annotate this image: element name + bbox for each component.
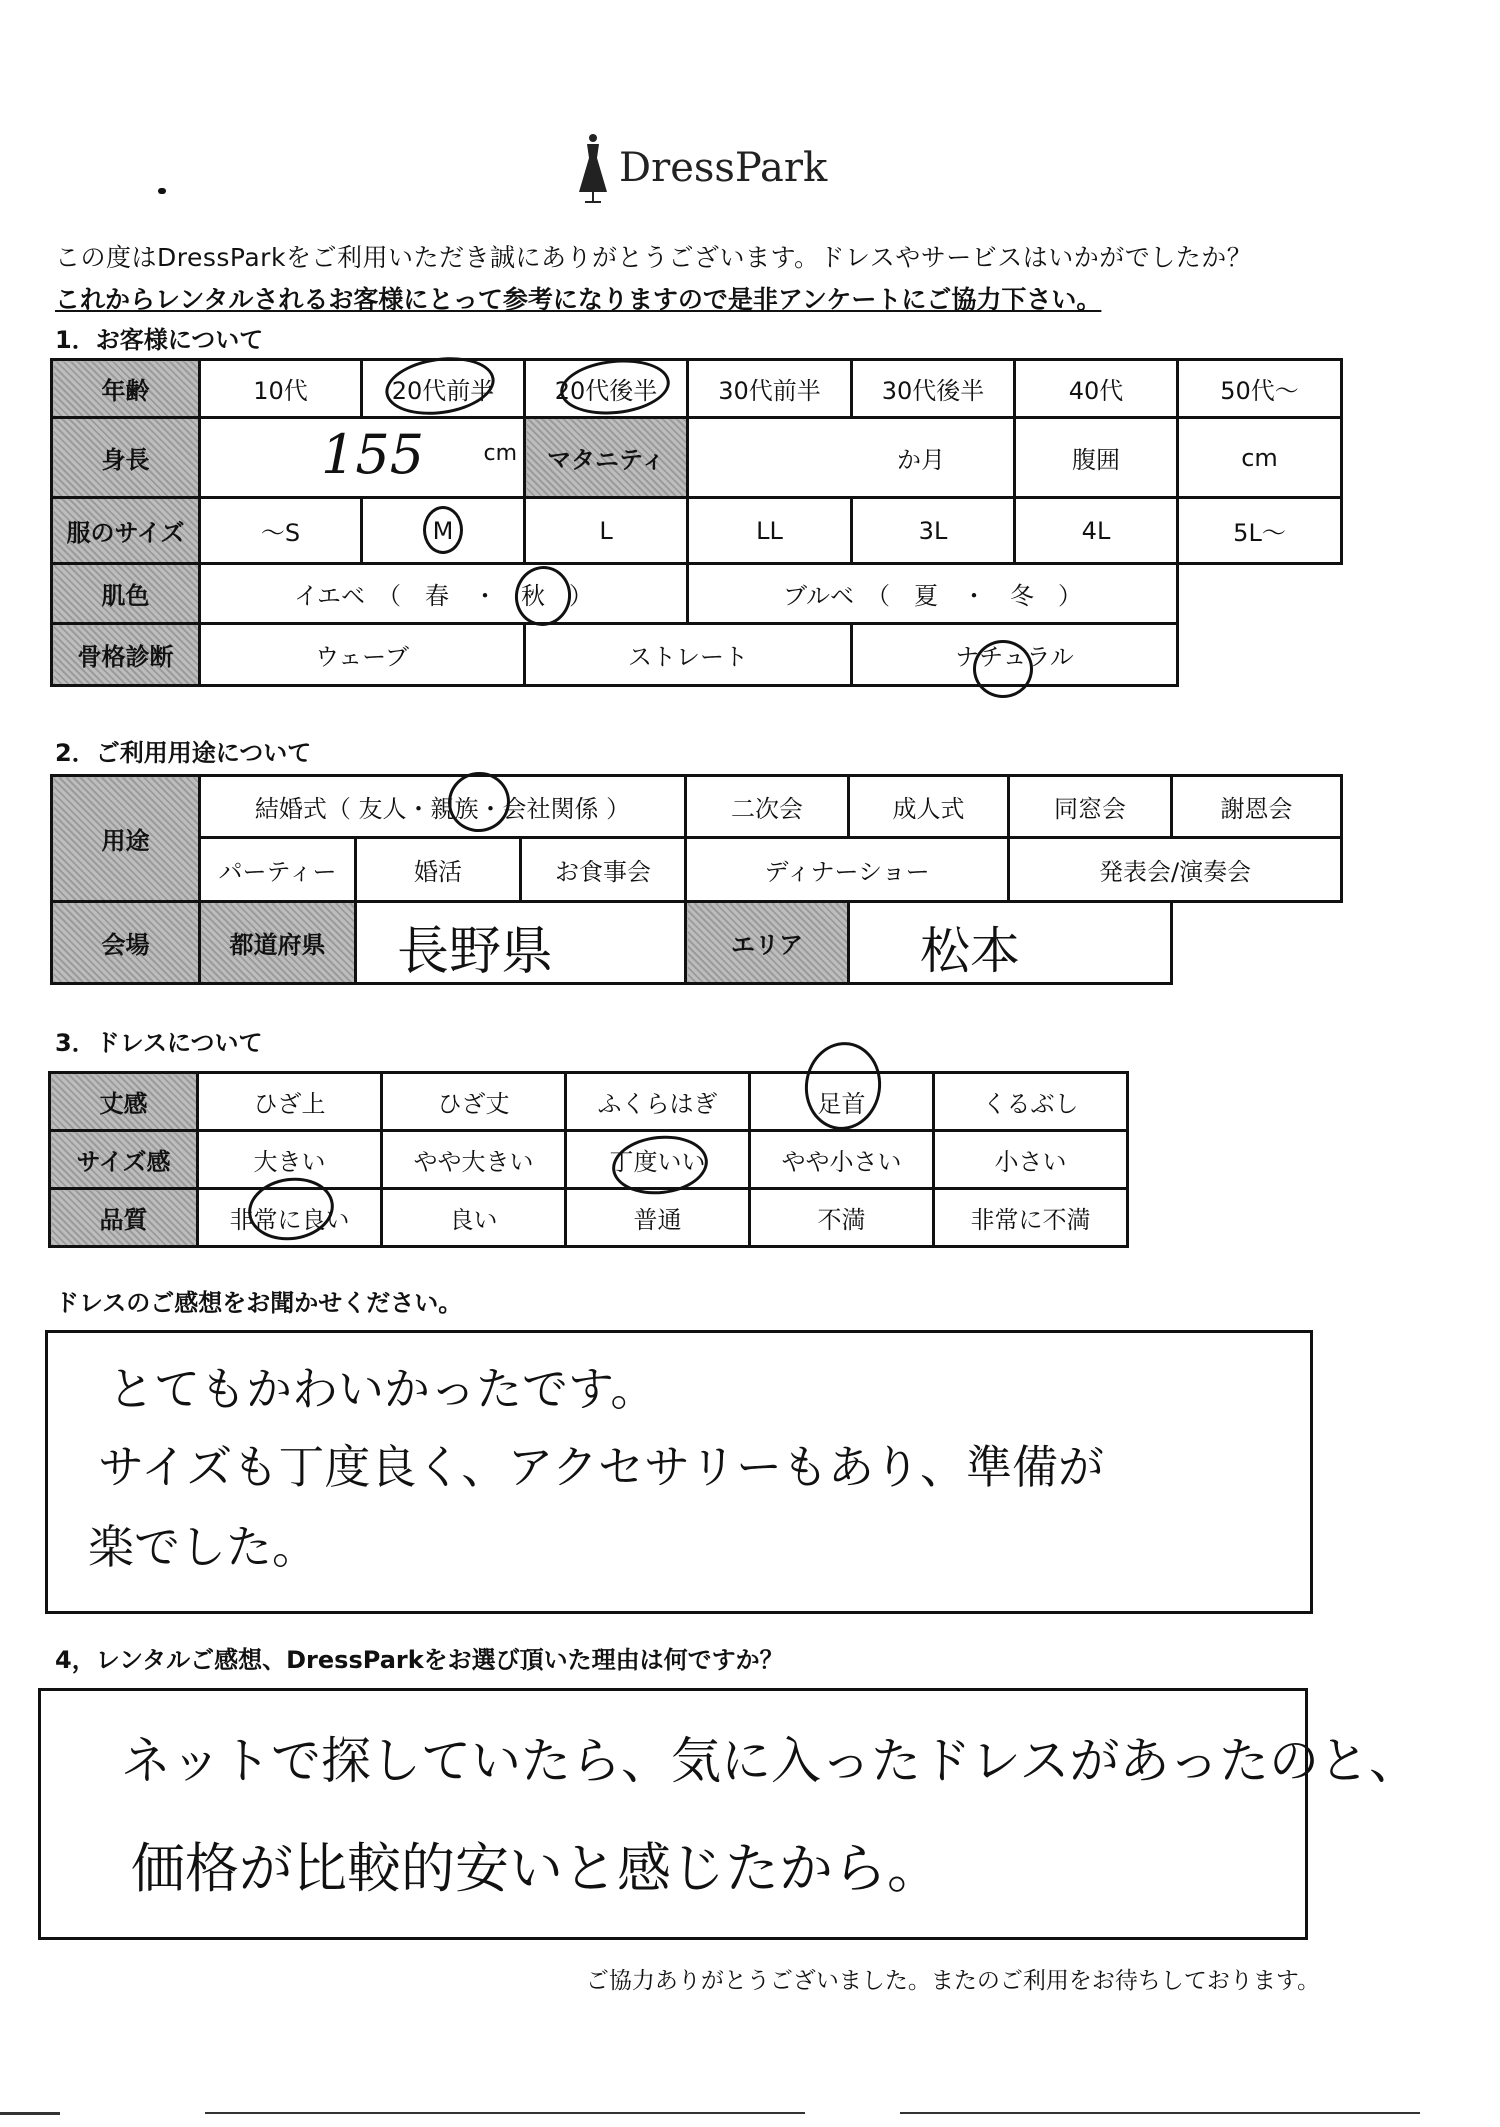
reason-line: ネットで探していたら、気に入ったドレスがあったのと、 xyxy=(121,1732,1419,1790)
age-option: 30代前半 xyxy=(688,360,852,418)
usage-option: ディナーショー xyxy=(686,838,1009,902)
length-option: ひざ丈 xyxy=(382,1073,566,1131)
age-option: 10代 xyxy=(200,360,362,418)
usage-table xyxy=(50,774,1343,985)
usage-option: 成人式 xyxy=(849,776,1009,838)
size-option: L xyxy=(525,498,688,564)
quality-option: 不満 xyxy=(750,1189,934,1247)
scan-edge xyxy=(0,2112,60,2115)
venue-label: 会場 xyxy=(52,902,200,984)
area-label: エリア xyxy=(686,902,849,984)
skin-label: 肌色 xyxy=(52,564,200,624)
length-option: 足首 xyxy=(750,1073,934,1131)
pref-label: 都道府県 xyxy=(200,902,356,984)
empty-cell xyxy=(1178,624,1342,686)
quality-option: 非常に良い xyxy=(198,1189,382,1247)
size-option: LL xyxy=(688,498,852,564)
height-value: 155 xyxy=(321,423,425,486)
height-cell xyxy=(200,418,525,498)
age-option: 30代後半 xyxy=(852,360,1015,418)
length-option: ふくらはぎ xyxy=(566,1073,750,1131)
pref-cell xyxy=(356,902,686,984)
waist-label: 腹囲 xyxy=(1015,418,1178,498)
age-option: 40代 xyxy=(1015,360,1178,418)
reason-line: 価格が比較的安いと感じたから。 xyxy=(131,1837,941,1900)
empty-cell xyxy=(1172,902,1342,984)
fit-label: サイズ感 xyxy=(50,1131,198,1189)
section4-title: 4，レンタルご感想、DressParkをお選び頂いた理由は何ですか？ xyxy=(55,1646,784,1674)
impressions-box xyxy=(45,1330,1313,1614)
section1-title: 1．お客様について xyxy=(55,326,264,354)
usage-label: 用途 xyxy=(52,776,200,902)
size-option: M xyxy=(362,498,525,564)
bone-label: 骨格診断 xyxy=(52,624,200,686)
skin-blue: ブルベ （ 夏 ・ 冬 ） xyxy=(688,564,1178,624)
fit-option: やや大きい xyxy=(382,1131,566,1189)
size-option: 3L xyxy=(852,498,1015,564)
quality-option: 良い xyxy=(382,1189,566,1247)
usage-option: 婚活 xyxy=(356,838,521,902)
pref-value: 長野県 xyxy=(397,922,554,982)
scan-edge xyxy=(205,2112,805,2114)
section3-title: 3．ドレスについて xyxy=(55,1029,263,1057)
bone-option: ウェーブ xyxy=(200,624,525,686)
intro-line-2: これからレンタルされるお客様にとって参考になりますので是非アンケートにご協力下さい。 xyxy=(55,285,1102,314)
bone-option: ストレート xyxy=(525,624,852,686)
intro-line-1: この度はDressParkをご利用いただき誠にありがとうございます。ドレスやサービスはいかがでしたか？ xyxy=(55,243,1253,272)
height-label: 身長 xyxy=(52,418,200,498)
size-option: 4L xyxy=(1015,498,1178,564)
impression-line: とてもかわいかったです。 xyxy=(108,1362,657,1416)
age-option: 50代～ xyxy=(1178,360,1342,418)
bone-option: ナチュラル xyxy=(852,624,1178,686)
length-option: ひざ上 xyxy=(198,1073,382,1131)
usage-option: 謝恩会 xyxy=(1172,776,1342,838)
impression-line: 楽でした。 xyxy=(88,1520,318,1574)
quality-label: 品質 xyxy=(50,1189,198,1247)
waist-unit: cm xyxy=(1178,418,1342,498)
stray-mark xyxy=(158,188,166,194)
size-option: ～S xyxy=(200,498,362,564)
age-option: 20代前半 xyxy=(362,360,525,418)
maternity-label: マタニティ xyxy=(525,418,688,498)
reason-box xyxy=(38,1688,1419,1940)
brand-name: DressPark xyxy=(619,145,828,191)
length-option: くるぶし xyxy=(934,1073,1128,1131)
quality-option: 普通 xyxy=(566,1189,750,1247)
age-option: 20代後半 xyxy=(525,360,688,418)
fit-option: 大きい xyxy=(198,1131,382,1189)
size-option: 5L～ xyxy=(1178,498,1342,564)
age-label: 年齢 xyxy=(52,360,200,418)
height-unit: cm xyxy=(483,441,517,466)
scan-edge xyxy=(900,2112,1420,2114)
months-label: か月 xyxy=(897,446,945,474)
area-cell xyxy=(849,902,1172,984)
size-label: 服のサイズ xyxy=(52,498,200,564)
maternity-months xyxy=(688,418,1015,498)
empty-cell xyxy=(1178,564,1342,624)
usage-option: 二次会 xyxy=(686,776,849,838)
skin-yellow: イエベ （ 春 ・ 秋 ） xyxy=(200,564,688,624)
usage-option: 発表会/演奏会 xyxy=(1009,838,1342,902)
usage-option: パーティー xyxy=(200,838,356,902)
impression-line: サイズも丁度良く、アクセサリーもあり、準備が xyxy=(98,1440,1105,1494)
usage-option: 同窓会 xyxy=(1009,776,1172,838)
usage-option: お食事会 xyxy=(521,838,686,902)
usage-option: 結婚式（ 友人・親族・会社関係 ） xyxy=(200,776,686,838)
customer-table xyxy=(50,358,1343,687)
length-label: 丈感 xyxy=(50,1073,198,1131)
brand-logo xyxy=(575,128,827,208)
quality-option: 非常に不満 xyxy=(934,1189,1128,1247)
fit-option: 小さい xyxy=(934,1131,1128,1189)
impressions-title: ドレスのご感想をお聞かせください。 xyxy=(55,1289,463,1317)
section2-title: 2．ご利用用途について xyxy=(55,739,312,767)
area-value: 松本 xyxy=(920,922,1021,980)
fit-option: 丁度いい xyxy=(566,1131,750,1189)
dress-table xyxy=(48,1071,1129,1248)
footer-thanks: ご協力ありがとうございました。またのご利用をお待ちしております。 xyxy=(585,1968,1320,1994)
dress-icon xyxy=(575,132,611,204)
fit-option: やや小さい xyxy=(750,1131,934,1189)
